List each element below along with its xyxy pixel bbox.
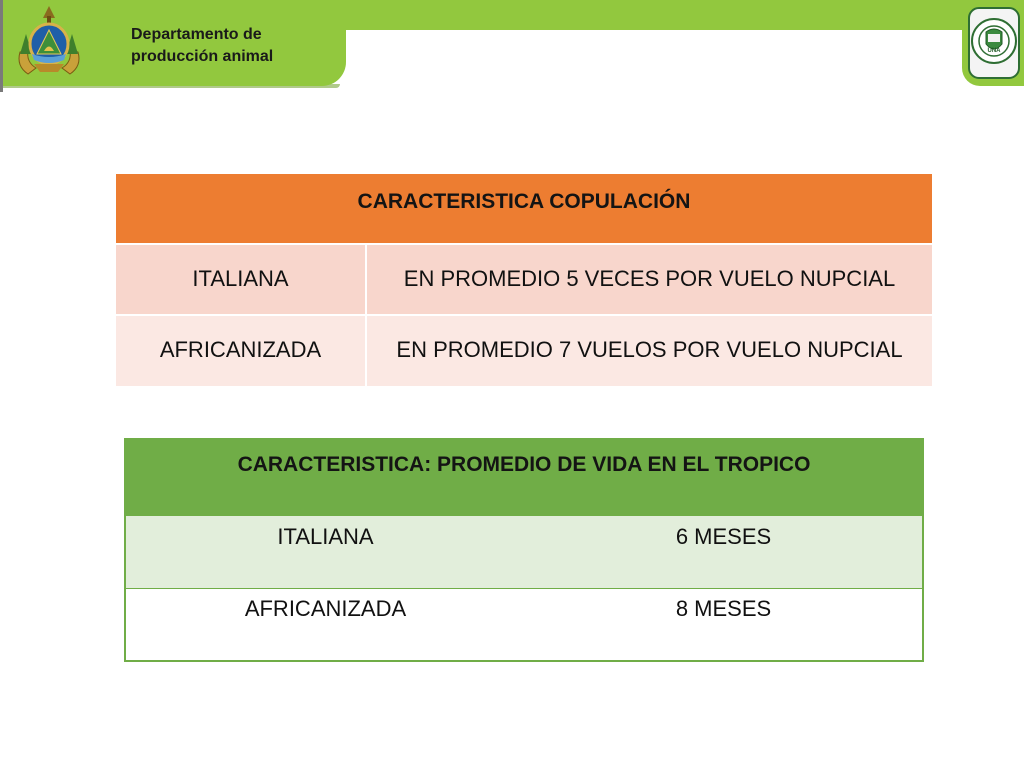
breed-cell: ITALIANA xyxy=(116,244,366,315)
university-seal-icon xyxy=(968,4,1020,80)
copulation-table-header: CARACTERISTICA COPULACIÓN xyxy=(116,174,932,244)
breed-cell: ITALIANA xyxy=(125,515,525,588)
department-title-line1: Departamento de xyxy=(131,26,262,43)
honduras-coat-of-arms-icon xyxy=(14,4,84,78)
table-row xyxy=(116,315,932,386)
value-cell: EN PROMEDIO 7 VUELOS POR VUELO NUPCIAL xyxy=(366,315,932,386)
lifespan-table xyxy=(124,438,924,662)
value-cell: 6 MESES xyxy=(525,515,923,588)
table-row xyxy=(125,588,923,661)
svg-text:UNA: UNA xyxy=(987,48,1001,54)
department-title xyxy=(131,24,331,68)
breed-cell: AFRICANIZADA xyxy=(116,315,366,386)
table-row xyxy=(125,515,923,588)
header-band xyxy=(0,0,1024,90)
table-row xyxy=(116,244,932,315)
lifespan-table-header: CARACTERISTICA: PROMEDIO DE VIDA EN EL TROPICO xyxy=(125,439,923,515)
copulation-table xyxy=(116,174,932,386)
breed-cell: AFRICANIZADA xyxy=(125,588,525,661)
left-edge-line xyxy=(0,0,3,92)
value-cell: EN PROMEDIO 5 VECES POR VUELO NUPCIAL xyxy=(366,244,932,315)
department-title-line2: producción animal xyxy=(131,48,274,65)
value-cell: 8 MESES xyxy=(525,588,923,661)
